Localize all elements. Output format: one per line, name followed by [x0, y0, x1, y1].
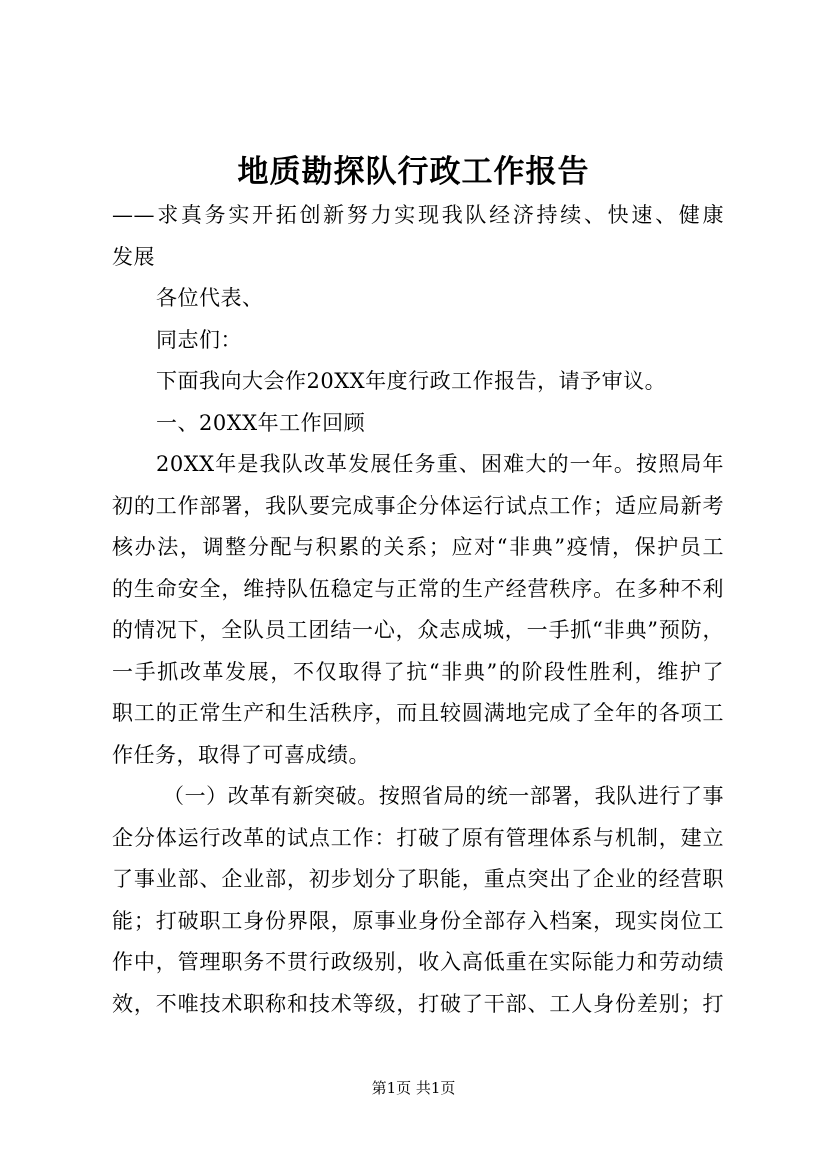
salutation-line: 同志们： [156, 327, 242, 352]
section-heading: 一、20XX年工作回顾 [156, 410, 366, 435]
paragraph-line: 一手抓改革发展，不仅取得了抗“非典”的阶段性胜利，维护了 [112, 659, 724, 684]
paragraph-line: 作任务，取得了可喜成绩。 [112, 742, 370, 767]
subtitle-line-continued: 发展 [112, 244, 155, 269]
paragraph-line: 企分体运行改革的试点工作：打破了原有管理体系与机制，建立 [112, 825, 724, 850]
paragraph-line: 20XX年是我队改革发展任务重、困难大的一年。按照局年 [156, 452, 724, 476]
subtitle-line: ——求真务实开拓创新努力实现我队经济持续、快速、健康 [112, 203, 724, 227]
paragraph-line: 职工的正常生产和生活秩序，而且较圆满地完成了全年的各项工 [112, 701, 724, 725]
paragraph-line: 下面我向大会作20XX年度行政工作报告，请予审议。 [156, 369, 667, 393]
paragraph-line: 的生命安全，维持队伍稳定与正常的生产经营秩序。在多种不利 [112, 576, 724, 601]
paragraph-line: 效，不唯技术职称和技术等级，打破了干部、工人身份差别；打 [112, 991, 724, 1016]
page-number-footer: 第1页 共1页 [371, 1079, 456, 1097]
paragraph-line: 初的工作部署，我队要完成事企分体运行试点工作；适应局新考 [112, 493, 724, 518]
paragraph-line: 了事业部、企业部，初步划分了职能，重点突出了企业的经营职 [112, 867, 724, 891]
paragraph-line: 能；打破职工身份界限，原事业身份全部存入档案，现实岗位工 [112, 908, 724, 933]
paragraph-line: （一）改革有新突破。按照省局的统一部署，我队进行了事 [163, 784, 724, 808]
document-title: 地质勘探队行政工作报告 [237, 154, 590, 190]
paragraph-line: 的情况下，全队员工团结一心，众志成城，一手抓“非典”预防， [112, 618, 724, 642]
salutation-line: 各位代表、 [156, 286, 264, 310]
paragraph-line: 核办法，调整分配与积累的关系；应对“非典”疫情，保护员工 [112, 535, 724, 559]
document-body [112, 195, 724, 1025]
paragraph-line: 作中，管理职务不贯行政级别，收入高低重在实际能力和劳动绩 [112, 950, 724, 974]
